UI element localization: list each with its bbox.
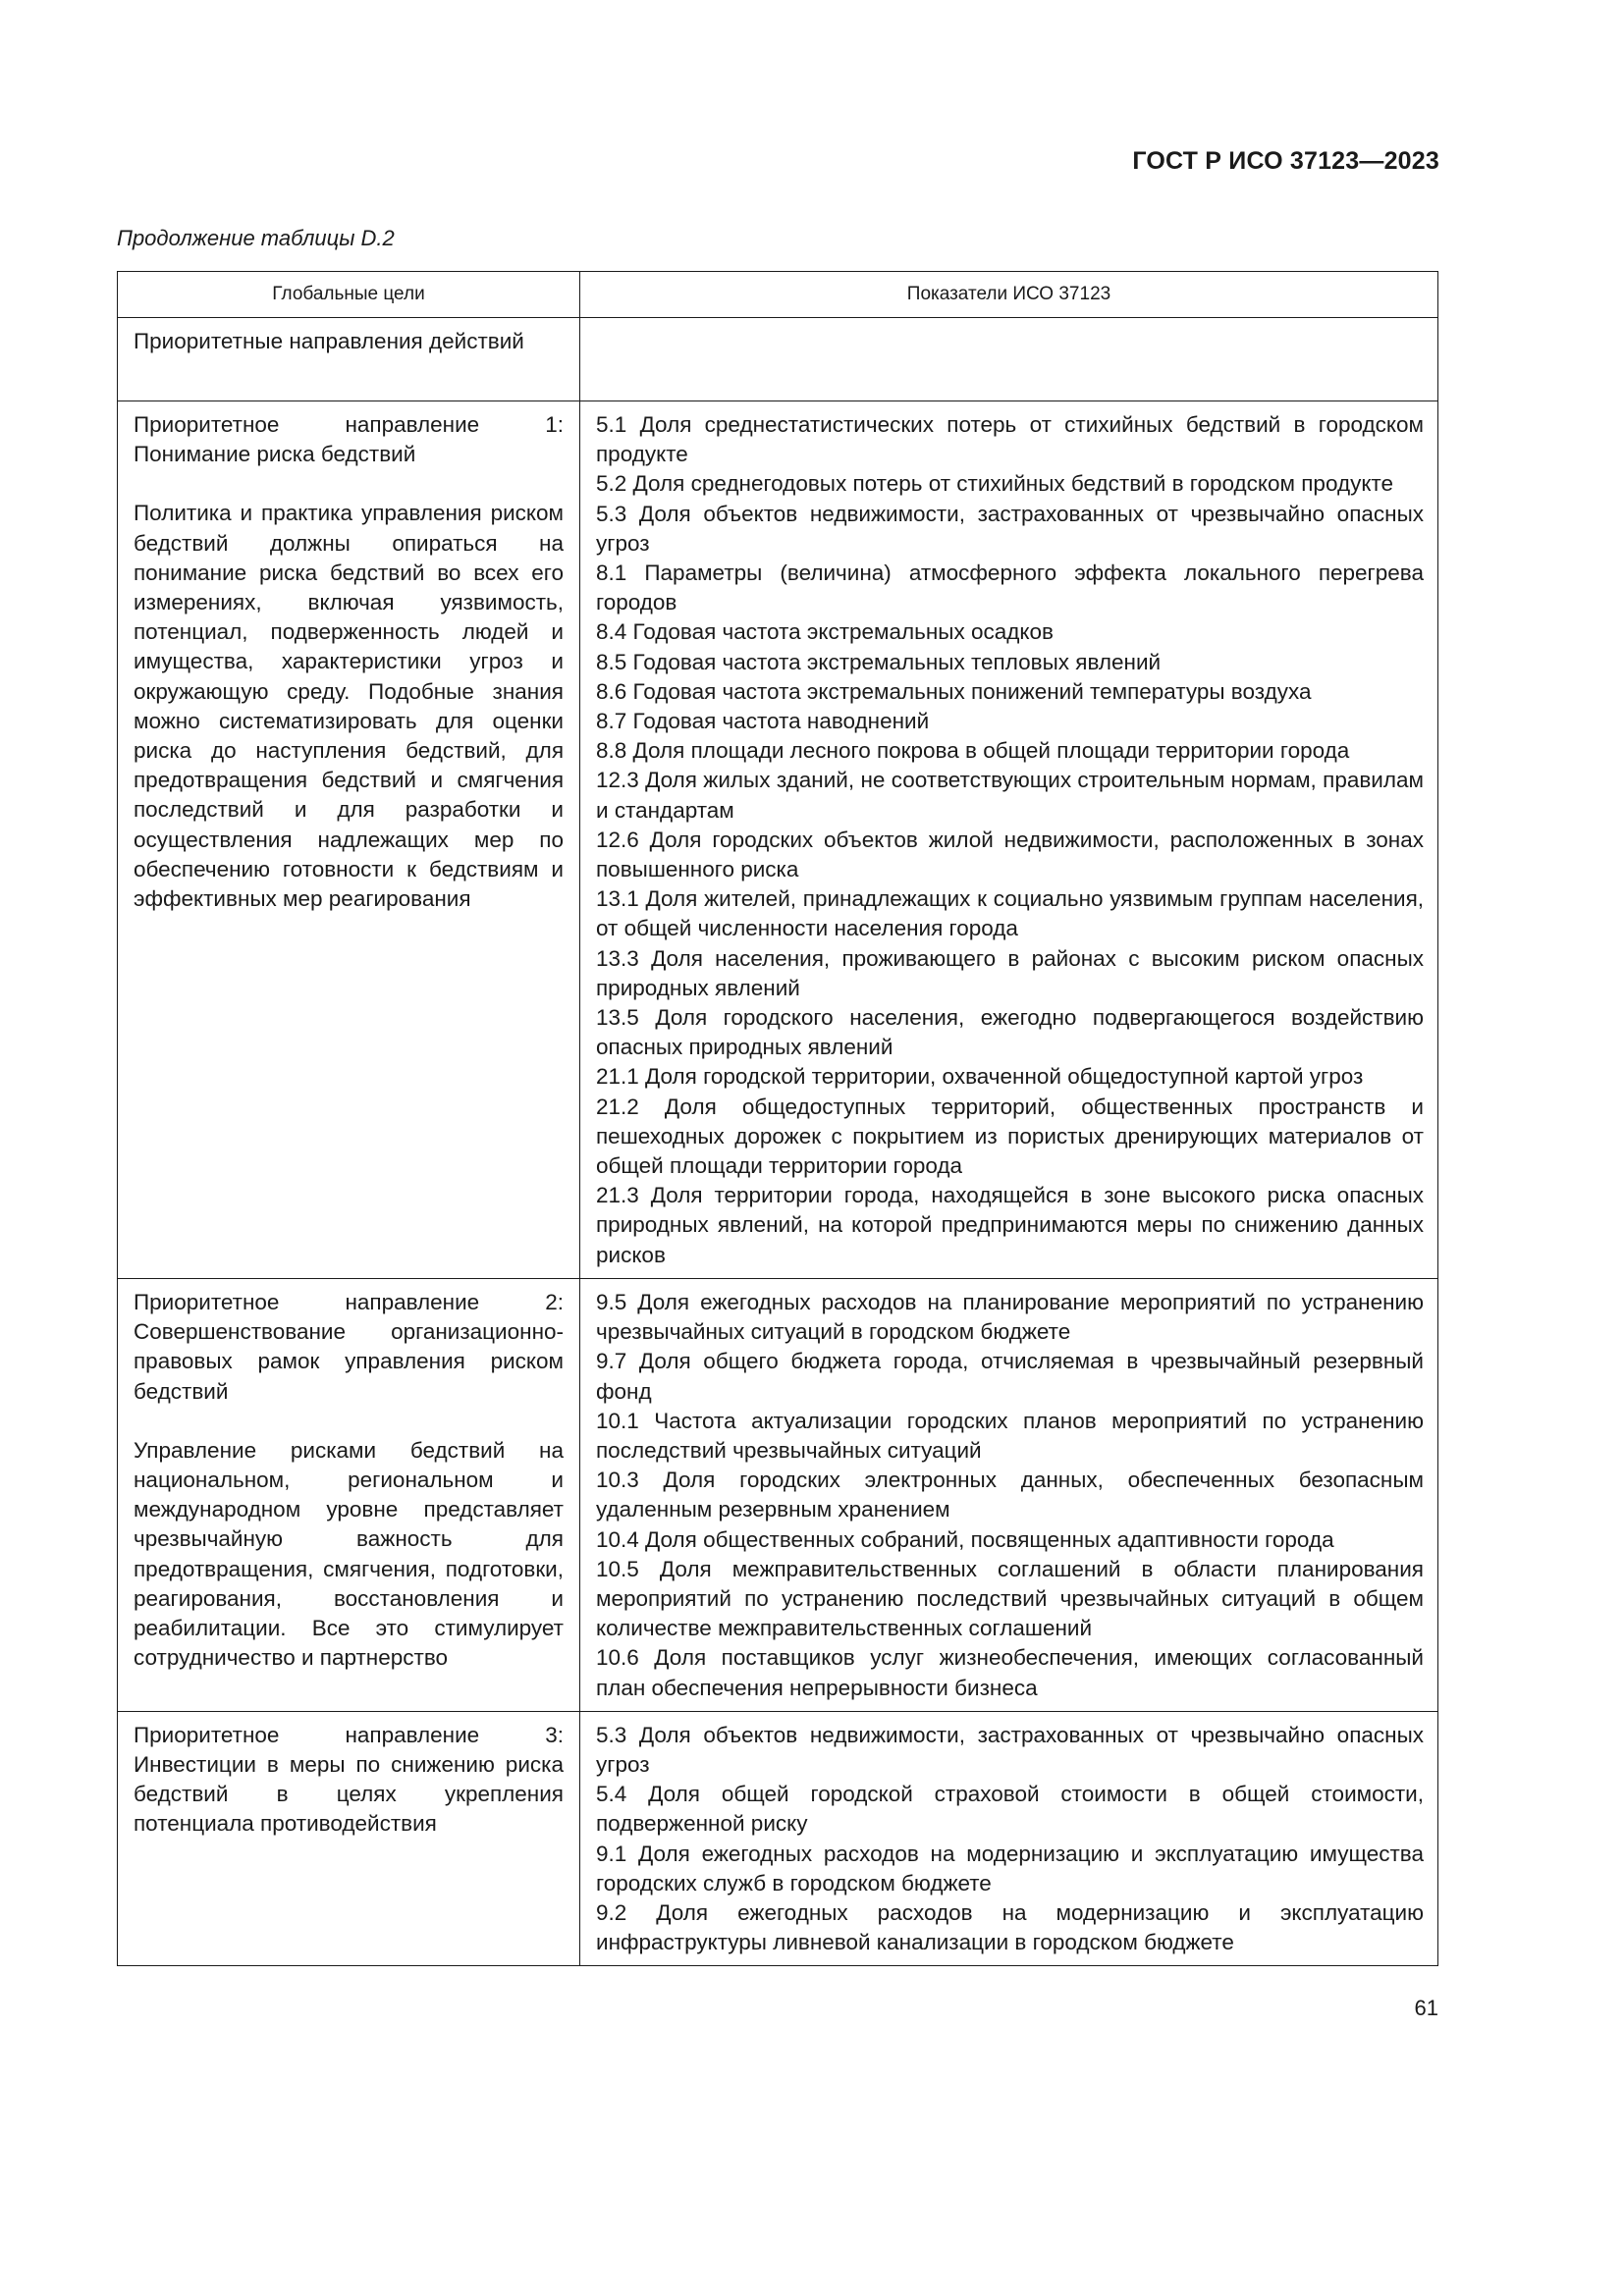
indicator-item: 21.3 Доля территории города, находящейся в зоне высокого риска опасных природных явлений, на которой предпринимаются меры по снижению данных рисков — [596, 1183, 1424, 1267]
indicator-item: 10.6 Доля поставщиков услуг жизнеобеспечения, имеющих согласованный план обеспечения непрерывности бизнеса — [596, 1645, 1424, 1700]
indicator-item: 10.4 Доля общественных собраний, посвященных адаптивности города — [596, 1526, 1334, 1552]
indicator-item: 9.2 Доля ежегодных расходов на модернизацию и эксплуатацию инфраструктуры ливневой канализации в городском бюджете — [596, 1899, 1424, 1955]
indicator-item: 5.1 Доля среднестатистических потерь от стихийных бедствий в городском продукте — [596, 412, 1424, 467]
row-goal-cell — [118, 1278, 580, 1711]
table-row — [118, 1711, 1438, 1966]
row-indicators-cell — [580, 318, 1438, 401]
indicator-item: 9.7 Доля общего бюджета города, отчисляемая в чрезвычайный резервный фонд — [596, 1349, 1424, 1404]
document-code: ГОСТ Р ИСО 37123—2023 — [1132, 147, 1439, 175]
indicator-item: 13.3 Доля населения, проживающего в районах с высоким риском опасных природных явлений — [596, 945, 1424, 1000]
indicator-item: 13.5 Доля городского населения, ежегодно подвергающегося воздействию опасных природных явлений — [596, 1005, 1424, 1060]
indicator-item: 13.1 Доля жителей, принадлежащих к социально уязвимым группам населения, от общей численности населения города — [596, 886, 1424, 941]
row-goal-title: Приоритетные направления действий — [134, 329, 524, 353]
row-goal-cell — [118, 318, 580, 401]
row-goal-title: Приоритетное направление 2: Совершенствование организационно-правовых рамок управления риском бедствий — [134, 1289, 564, 1404]
table-header-row — [118, 272, 1438, 318]
indicator-item: 10.1 Частота актуализации городских планов мероприятий по устранению последствий чрезвычайных ситуаций — [596, 1408, 1424, 1463]
indicator-item: 8.8 Доля площади лесного покрова в общей площади территории города — [596, 738, 1350, 764]
row-goal-description: Управление рисками бедствий на национальном, региональном и международном уровне представляет чрезвычайную важность для предотвращения, смягчения, подготовки, реагирования, восстановления и реабилитации. Все это стимулирует сотрудничество и партнерство — [134, 1437, 564, 1671]
column-header-indicators: Показатели ИСО 37123 — [580, 272, 1438, 318]
indicator-item: 10.3 Доля городских электронных данных, обеспеченных безопасным удаленным резервным хранением — [596, 1468, 1424, 1522]
row-goal-title: Приоритетное направление 1: Понимание риска бедствий — [134, 412, 564, 467]
indicator-item: 8.7 Годовая частота наводнений — [596, 709, 930, 734]
indicator-item: 5.3 Доля объектов недвижимости, застрахованных от чрезвычайно опасных угроз — [596, 1722, 1424, 1777]
table-row — [118, 1278, 1438, 1711]
indicator-item: 8.4 Годовая частота экстремальных осадков — [596, 619, 1054, 645]
table-row — [118, 318, 1438, 401]
indicator-item: 8.1 Параметры (величина) атмосферного эффекта локального перегрева городов — [596, 561, 1424, 615]
indicator-item: 8.5 Годовая частота экстремальных тепловых явлений — [596, 649, 1162, 674]
row-indicators-cell — [580, 401, 1438, 1279]
indicator-item: 21.2 Доля общедоступных территорий, общественных пространств и пешеходных дорожек с покрытием из пористых дренирующих материалов от общей площади территории города — [596, 1094, 1424, 1179]
indicator-item: 21.1 Доля городской территории, охваченной общедоступной картой угроз — [596, 1064, 1364, 1090]
indicator-item: 5.2 Доля среднегодовых потерь от стихийных бедствий в городском продукте — [596, 471, 1393, 497]
column-header-goals: Глобальные цели — [118, 272, 580, 318]
row-goal-title: Приоритетное направление 3: Инвестиции в меры по снижению риска бедствий в целях укрепления потенциала противодействия — [134, 1722, 564, 1837]
row-indicators-cell — [580, 1711, 1438, 1966]
row-goal-description: Политика и практика управления риском бедствий должны опираться на понимание риска бедствий во всех его измерениях, включая уязвимость, потенциал, подверженность людей и имущества, характеристики угроз и окружающую среду. Подобные знания можно систематизировать для оценки риска до наступления бедствий, для предотвращения бедствий и смягчения последствий и для разработки и осуществления надлежащих мер по обеспечению готовности к бедствиям и эффективных мер реагирования — [134, 501, 564, 912]
indicators-table — [117, 271, 1438, 1966]
indicator-item: 12.3 Доля жилых зданий, не соответствующих строительным нормам, правилам и стандартам — [596, 768, 1424, 823]
indicator-item: 5.4 Доля общей городской страховой стоимости в общей стоимости, подверженной риску — [596, 1782, 1424, 1837]
indicator-item: 12.6 Доля городских объектов жилой недвижимости, расположенных в зонах повышенного риска — [596, 827, 1424, 882]
row-goal-cell — [118, 401, 580, 1279]
table-caption: Продолжение таблицы D.2 — [117, 226, 395, 250]
indicator-item: 5.3 Доля объектов недвижимости, застрахованных от чрезвычайно опасных угроз — [596, 501, 1424, 556]
indicator-item: 10.5 Доля межправительственных соглашений в области планирования мероприятий по устранению последствий чрезвычайных ситуаций в общем количестве межправительственных соглашений — [596, 1556, 1424, 1641]
indicator-item: 9.1 Доля ежегодных расходов на модернизацию и эксплуатацию имущества городских служб в городском бюджете — [596, 1841, 1424, 1896]
indicator-item: 8.6 Годовая частота экстремальных понижений температуры воздуха — [596, 678, 1312, 704]
indicator-item: 9.5 Доля ежегодных расходов на планирование мероприятий по устранению чрезвычайных ситуаций в городском бюджете — [596, 1289, 1424, 1345]
row-goal-cell — [118, 1711, 580, 1966]
table-row — [118, 401, 1438, 1279]
row-indicators-cell — [580, 1278, 1438, 1711]
page-number: 61 — [1414, 1996, 1438, 2020]
